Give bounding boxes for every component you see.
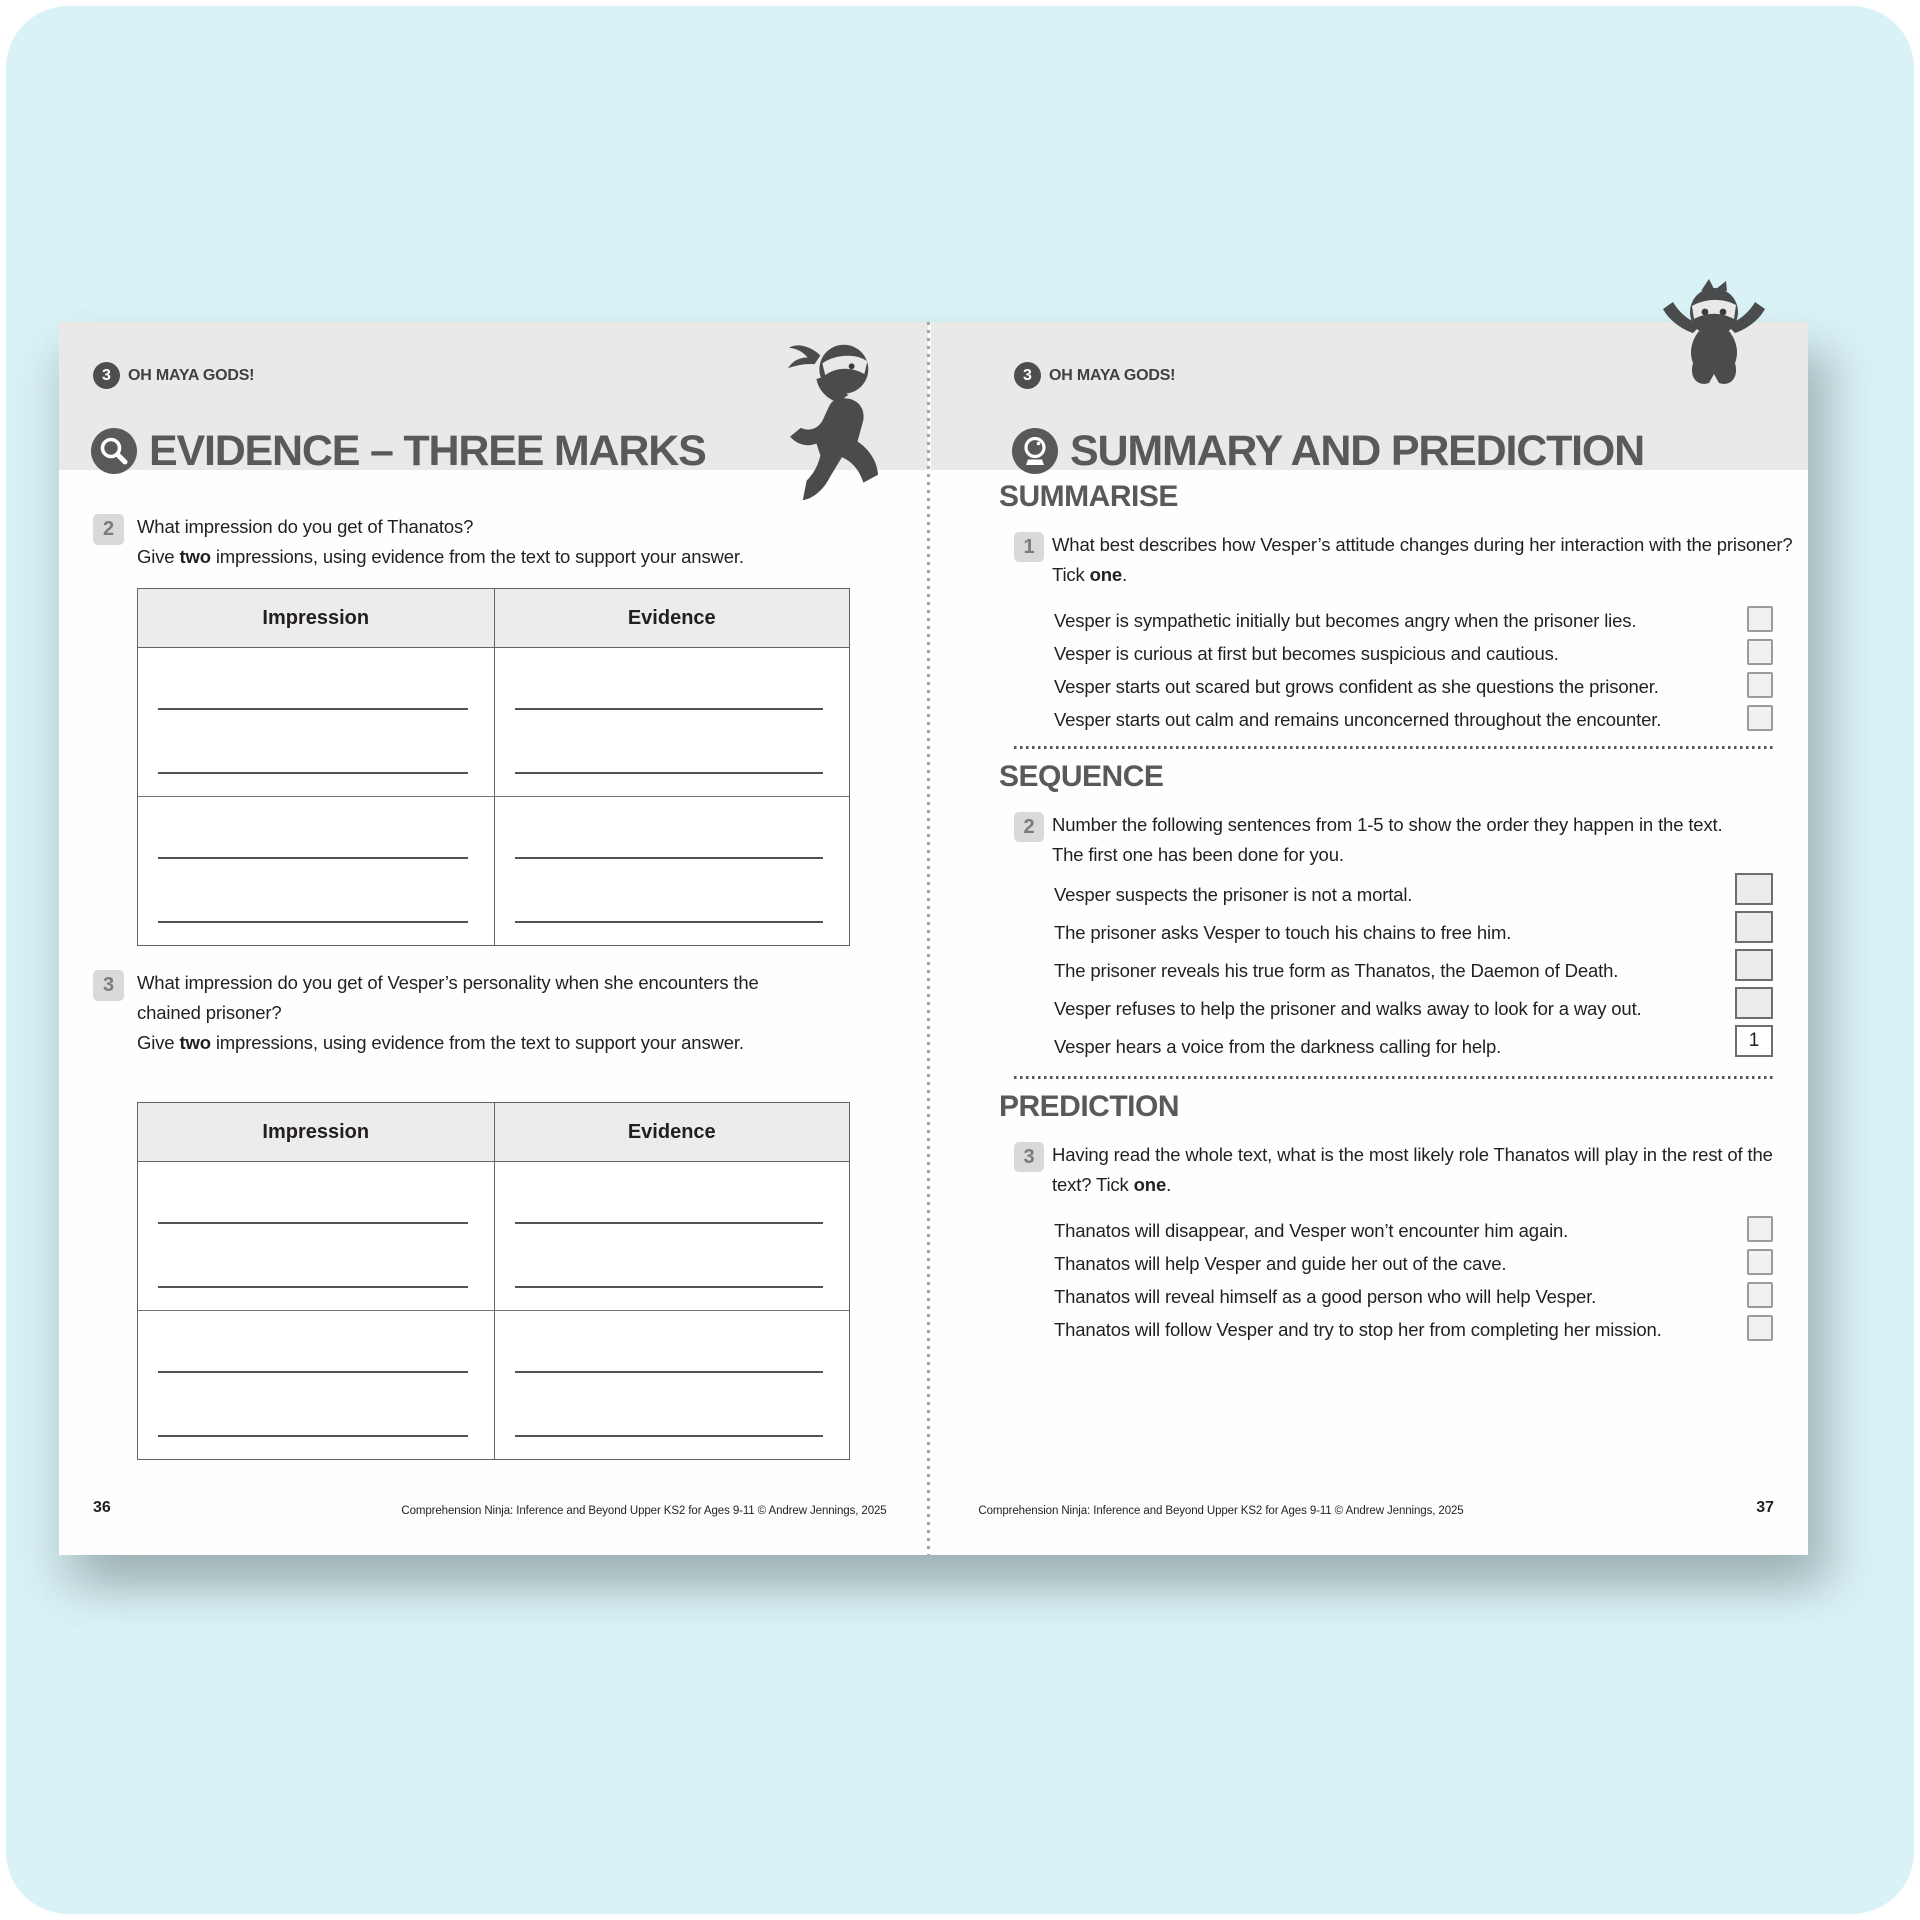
question-text <box>137 512 827 572</box>
question-text <box>1052 530 1797 590</box>
dotted-divider <box>1014 1076 1774 1079</box>
writing-line[interactable] <box>515 1435 824 1437</box>
unit-number-badge: 3 <box>93 362 120 389</box>
writing-line[interactable] <box>515 772 824 774</box>
answer-checkbox[interactable] <box>1747 1315 1773 1341</box>
question-line-pre: Having read the whole text, what is the most likely role Thanatos will play in the rest of the text? Tick <box>1052 1144 1773 1195</box>
crystal-ball-icon <box>1012 428 1058 474</box>
answer-checkbox[interactable] <box>1747 672 1773 698</box>
question-number-badge: 3 <box>1014 1142 1044 1172</box>
column-header-impression: Impression <box>262 606 370 629</box>
evidence-cell[interactable] <box>494 648 850 796</box>
table-row <box>138 1162 849 1310</box>
sequence-item-text: Vesper suspects the prisoner is not a mortal. <box>1054 884 1413 905</box>
book-spread <box>59 322 1808 1555</box>
footer-credit: Comprehension Ninja: Inference and Beyond Upper KS2 for Ages 9-11 © Andrew Jennings, 2025 <box>978 1505 1464 1517</box>
answer-checkbox[interactable] <box>1747 639 1773 665</box>
sequence-number-box[interactable] <box>1735 873 1773 905</box>
answer-checkbox[interactable] <box>1747 1282 1773 1308</box>
question-text <box>137 968 823 1058</box>
question-line-pre: Give <box>137 546 180 567</box>
sequence-item-text: Vesper hears a voice from the darkness calling for help. <box>1054 1036 1502 1057</box>
question-line-post: impressions, using evidence from the text to support your answer. <box>210 546 744 567</box>
impression-cell[interactable] <box>138 1162 494 1310</box>
writing-line[interactable] <box>158 708 468 710</box>
question-line-pre: What best describes how Vesper’s attitude changes during her interaction with the prisoner? Tick <box>1052 534 1793 585</box>
evidence-cell[interactable] <box>494 1311 850 1459</box>
option-text: Thanatos will disappear, and Vesper won’t encounter him again. <box>1054 1220 1569 1241</box>
question-bold-word: one <box>1089 564 1123 585</box>
question-text <box>1052 1140 1797 1200</box>
writing-line[interactable] <box>515 1371 824 1373</box>
page-number: 37 <box>1756 1499 1774 1516</box>
answer-checkbox[interactable] <box>1747 705 1773 731</box>
table-row <box>138 648 849 796</box>
writing-line[interactable] <box>158 1371 468 1373</box>
question-line: What impression do you get of Vesper’s personality when she encounters the chained prisoner? <box>137 972 759 1023</box>
sequence-number-box[interactable] <box>1735 949 1773 981</box>
impression-cell[interactable] <box>138 1311 494 1459</box>
table-row <box>138 1310 849 1459</box>
dotted-divider <box>1014 746 1774 749</box>
page-title: EVIDENCE – THREE MARKS <box>149 426 706 475</box>
option-text: Thanatos will reveal himself as a good person who will help Vesper. <box>1054 1286 1597 1307</box>
running-ninja-icon <box>786 334 886 510</box>
section-heading-sequence: SEQUENCE <box>999 760 1164 793</box>
left-unit-row <box>93 362 254 389</box>
option-text: Vesper is curious at first but becomes suspicious and cautious. <box>1054 643 1559 664</box>
writing-line[interactable] <box>515 1222 824 1224</box>
writing-line[interactable] <box>158 1286 468 1288</box>
impression-cell[interactable] <box>138 797 494 945</box>
sequence-number-box[interactable] <box>1735 911 1773 943</box>
table-header-row <box>138 1103 849 1162</box>
question-line-post: . <box>1166 1174 1172 1195</box>
question-bold-word: one <box>1133 1174 1167 1195</box>
evidence-cell[interactable] <box>494 797 850 945</box>
right-unit-row <box>1014 362 1175 389</box>
sequence-item-text: The prisoner asks Vesper to touch his chains to free him. <box>1054 922 1512 943</box>
writing-line[interactable] <box>158 1435 468 1437</box>
answer-checkbox[interactable] <box>1747 606 1773 632</box>
option-text: Vesper starts out calm and remains unconcerned throughout the encounter. <box>1054 709 1662 730</box>
evidence-cell[interactable] <box>494 1162 850 1310</box>
question-line-post: impressions, using evidence from the text to support your answer. <box>210 1032 744 1053</box>
writing-line[interactable] <box>158 772 468 774</box>
writing-line[interactable] <box>515 857 824 859</box>
writing-line[interactable] <box>515 1286 824 1288</box>
question-bold-word: two <box>179 546 211 567</box>
writing-line[interactable] <box>515 708 824 710</box>
question-line-post: . <box>1122 564 1128 585</box>
option-text: Thanatos will help Vesper and guide her out of the cave. <box>1054 1253 1507 1274</box>
question-bold-word: two <box>179 1032 211 1053</box>
impression-evidence-table <box>137 588 850 946</box>
writing-line[interactable] <box>158 857 468 859</box>
question-number-badge: 2 <box>93 514 124 545</box>
page-title: SUMMARY AND PREDICTION <box>1070 426 1645 475</box>
magnifier-icon <box>91 428 137 474</box>
option-text: Vesper starts out scared but grows confident as she questions the prisoner. <box>1054 676 1659 697</box>
left-page <box>59 322 928 1555</box>
column-header-impression: Impression <box>262 1120 370 1143</box>
page-spine-divider <box>927 322 930 1555</box>
answer-checkbox[interactable] <box>1747 1216 1773 1242</box>
section-heading-prediction: PREDICTION <box>999 1090 1180 1123</box>
left-title-row <box>91 398 706 505</box>
table-row <box>138 796 849 945</box>
option-text: Thanatos will follow Vesper and try to stop her from completing her mission. <box>1054 1319 1662 1340</box>
question-line-pre: Give <box>137 1032 180 1053</box>
unit-title: OH MAYA GODS! <box>1049 366 1176 384</box>
writing-line[interactable] <box>158 921 468 923</box>
sequence-item-text: The prisoner reveals his true form as Thanatos, the Daemon of Death. <box>1054 960 1619 981</box>
impression-evidence-table <box>137 1102 850 1460</box>
option-text: Vesper is sympathetic initially but becomes angry when the prisoner lies. <box>1054 610 1637 631</box>
right-page <box>931 322 1808 1555</box>
writing-line[interactable] <box>158 1222 468 1224</box>
section-heading-summarise: SUMMARISE <box>999 480 1178 513</box>
question-number-badge: 1 <box>1014 532 1044 562</box>
table-header-row <box>138 589 849 648</box>
impression-cell[interactable] <box>138 648 494 796</box>
sequence-item-text: Vesper refuses to help the prisoner and walks away to look for a way out. <box>1054 998 1642 1019</box>
jumping-ninja-icon <box>1659 278 1769 410</box>
answer-checkbox[interactable] <box>1747 1249 1773 1275</box>
question-line: What impression do you get of Thanatos? <box>137 516 474 537</box>
writing-line[interactable] <box>515 921 824 923</box>
column-header-evidence: Evidence <box>494 589 850 647</box>
column-header-evidence: Evidence <box>494 1103 850 1161</box>
unit-title: OH MAYA GODS! <box>128 366 255 384</box>
footer-credit: Comprehension Ninja: Inference and Beyond Upper KS2 for Ages 9-11 © Andrew Jennings, 2025 <box>401 1505 887 1517</box>
unit-number-badge: 3 <box>1014 362 1041 389</box>
question-number-badge: 2 <box>1014 812 1044 842</box>
sequence-number-box[interactable] <box>1735 987 1773 1019</box>
sequence-number-box[interactable]: 1 <box>1735 1025 1773 1057</box>
question-number-badge: 3 <box>93 970 124 1001</box>
page-number: 36 <box>93 1499 111 1516</box>
question-text: Number the following sentences from 1-5 to show the order they happen in the text. The first one has been done for you. <box>1052 814 1723 865</box>
